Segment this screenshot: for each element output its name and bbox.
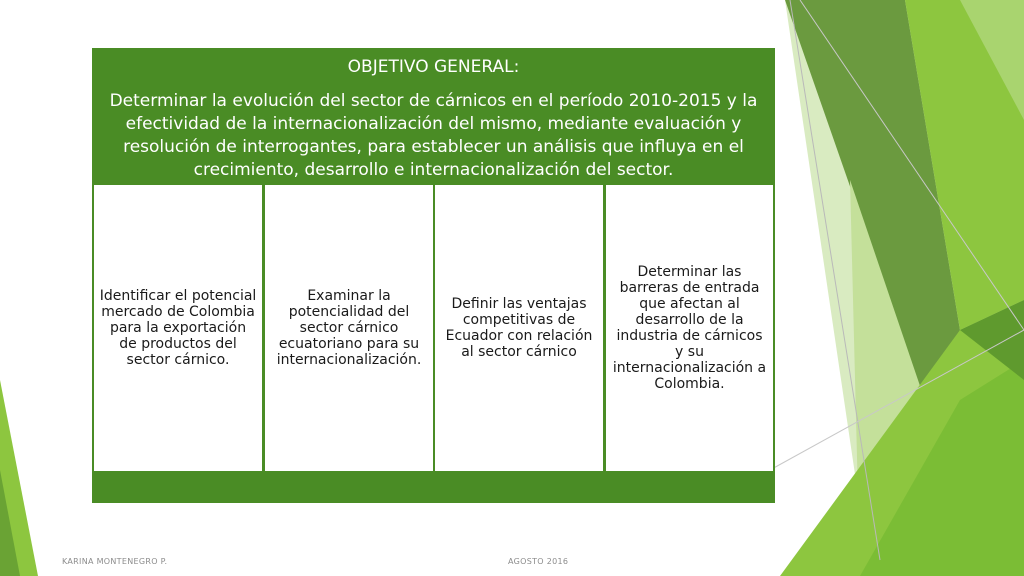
objectives-table	[92, 48, 775, 503]
general-objective-text: Determinar la evolución del sector de cárnicos en el período 2010-2015 y la efectividad de la internacionalización del mismo, mediante evaluación y resolución de interrogantes, para establecer un análisis que influya en el crecimiento, desarrollo e internacionalización del sector.	[109, 91, 758, 180]
specific-objective-cell-3	[435, 185, 603, 471]
general-objective-header	[92, 48, 775, 185]
specific-objective-cell-4	[606, 185, 773, 471]
general-objective-title: OBJETIVO GENERAL:	[347, 57, 520, 77]
specific-objective-text-2: Examinar la potencialidad del sector cárnico ecuatoriano para su internacionalización.	[276, 288, 422, 368]
specific-objective-text-1: Identificar el potencial mercado de Colombia para la exportación de productos del sector cárnico.	[99, 288, 257, 368]
footer-author: KARINA MONTENEGRO P.	[62, 557, 168, 566]
specific-objective-text-3: Definir las ventajas competitivas de Ecuador con relación al sector cárnico	[445, 296, 593, 360]
footer-date: AGOSTO 2016	[508, 557, 569, 566]
specific-objective-cell-2	[265, 185, 433, 471]
specific-objective-cell-1	[94, 185, 262, 471]
specific-objective-text-4: Determinar las barreras de entrada que afectan al desarrollo de la industria de cárnicos y su internacionalización a Colombia.	[612, 264, 767, 392]
